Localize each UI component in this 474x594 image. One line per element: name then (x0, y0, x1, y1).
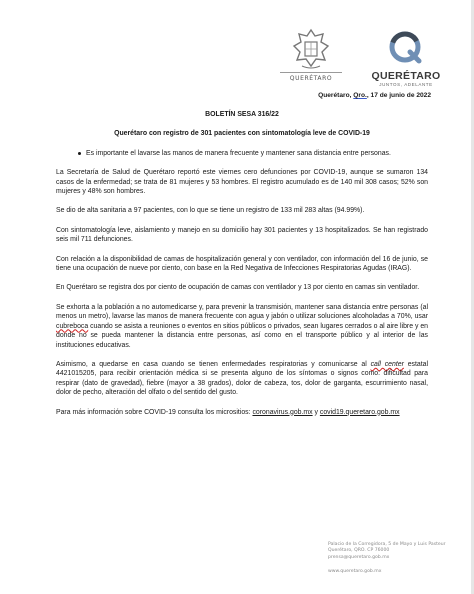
paragraph-bed-occupancy: Con relación a la disponibilidad de camas de hospitalización general y con ventilador, con información del 16 de junio, se tiene una ocupación de nueve por ciento, con base en la Red Negativa de Infecciones Respiratorias Agudas (IRAG). (56, 255, 428, 273)
date-rest: , 17 de junio de 2022 (366, 92, 431, 99)
bulletin-date (318, 92, 431, 99)
seal-divider (280, 72, 342, 73)
footer-address: Palacio de la Corregidora, 5 de Mayo y Luis Pasteur (328, 542, 446, 547)
seal-wordmark: QUERÉTARO (289, 75, 333, 82)
date-city: Qro. (353, 92, 367, 99)
paragraph-prevention (56, 303, 428, 350)
footer-email: prensa@queretaro.gob.mx (328, 554, 390, 560)
covid19-queretaro-link[interactable]: covid19.queretaro.gob.mx (319, 408, 400, 416)
bullet-dot-icon (56, 149, 76, 158)
bulletin-number: BOLETÍN SESA 316/22 (205, 111, 279, 118)
key-point (56, 149, 428, 158)
more-info-text: Para más información sobre COVID-19 consulta los micrositios: (56, 408, 253, 416)
prevention-text-b: cuando se asista a reuniones o eventos en sitios públicos o privados, sean lugares cerrados o al aire libre y en donde no se pueda mantener la distancia entre personas, así como en el transporte público y al interior de las instituciones educativas. (56, 322, 428, 349)
paragraph-discharges: Se dio de alta sanitaria a 97 pacientes, con lo que se tiene un registro de 133 mil 283 altas (94.99%). (56, 207, 365, 215)
call-center-term: call center (370, 360, 404, 368)
more-info-conjunction: y (312, 408, 320, 416)
prevention-text-a: Se exhorta a la población a no automedicarse y, para prevenir la transmisión, mantener sana distancia entre personas (al menos un metro), lavarse las manos de manera frecuente con agua y jabón o utilizar soluciones alcoholadas a 70%, usar (56, 303, 428, 321)
date-prefix: Querétaro, (318, 92, 354, 99)
footer-city: Querétaro, QRO. CP 76000 (328, 548, 390, 554)
prevention-flagged-word: cubreboca (56, 322, 89, 330)
paragraph-home-care: Con sintomatología leve, aislamiento y manejo en su domicilio hay 301 pacientes y 13 hospitalizados. Se han registrado seis mil 711 defunciones. (56, 226, 428, 244)
paragraph-call-center (56, 360, 428, 398)
call-center-text-a: Asimismo, a quedarse en casa cuando se tienen enfermedades respiratorias y comunicarse al (56, 360, 371, 368)
queretaro-q-logo-icon (388, 30, 424, 66)
call-center-text-b: estatal 4421015205, para recibir orientación médica si se presenta alguno de los síntomas o signos como: dificultad para respirar (dato de gravedad), fiebre (mayor a 38 grados), dolor de cabeza, tos, dolor de garganta, escurrimiento nasal, dolor de pecho, alteración del olfato o del sentido del gusto. (56, 360, 429, 397)
paragraph-ventilator-beds: En Querétaro se registra dos por ciento de ocupación de camas con ventilador y 13 por ciento en camas sin ventilador. (56, 284, 420, 292)
key-point-text: Es importante el lavarse las manos de manera frecuente y mantener sana distancia entre personas. (86, 149, 391, 157)
paragraph-cases: La Secretaría de Salud de Querétaro reportó este viernes cero defunciones por COVID-19, aunque se sumaron 134 casos de la enfermedad; se trata de 81 mujeres y 53 hombres. El registro acumulado es de 140 mil 308 casos; 52% son mujeres y 48% son hombres. (56, 169, 428, 196)
bulletin-body (56, 108, 428, 417)
paragraph-more-info (56, 408, 428, 417)
brand-name: QUERÉTARO (371, 70, 441, 82)
coronavirus-link[interactable]: coronavirus.gob.mx (252, 408, 313, 416)
footer-contact (328, 542, 446, 576)
brand-tagline: JUNTOS, ADELANTE (379, 82, 433, 87)
footer-website: www.queretaro.gob.mx (328, 569, 382, 575)
bulletin-headline: Querétaro con registro de 301 pacientes con sintomatología leve de COVID-19 (114, 130, 370, 138)
